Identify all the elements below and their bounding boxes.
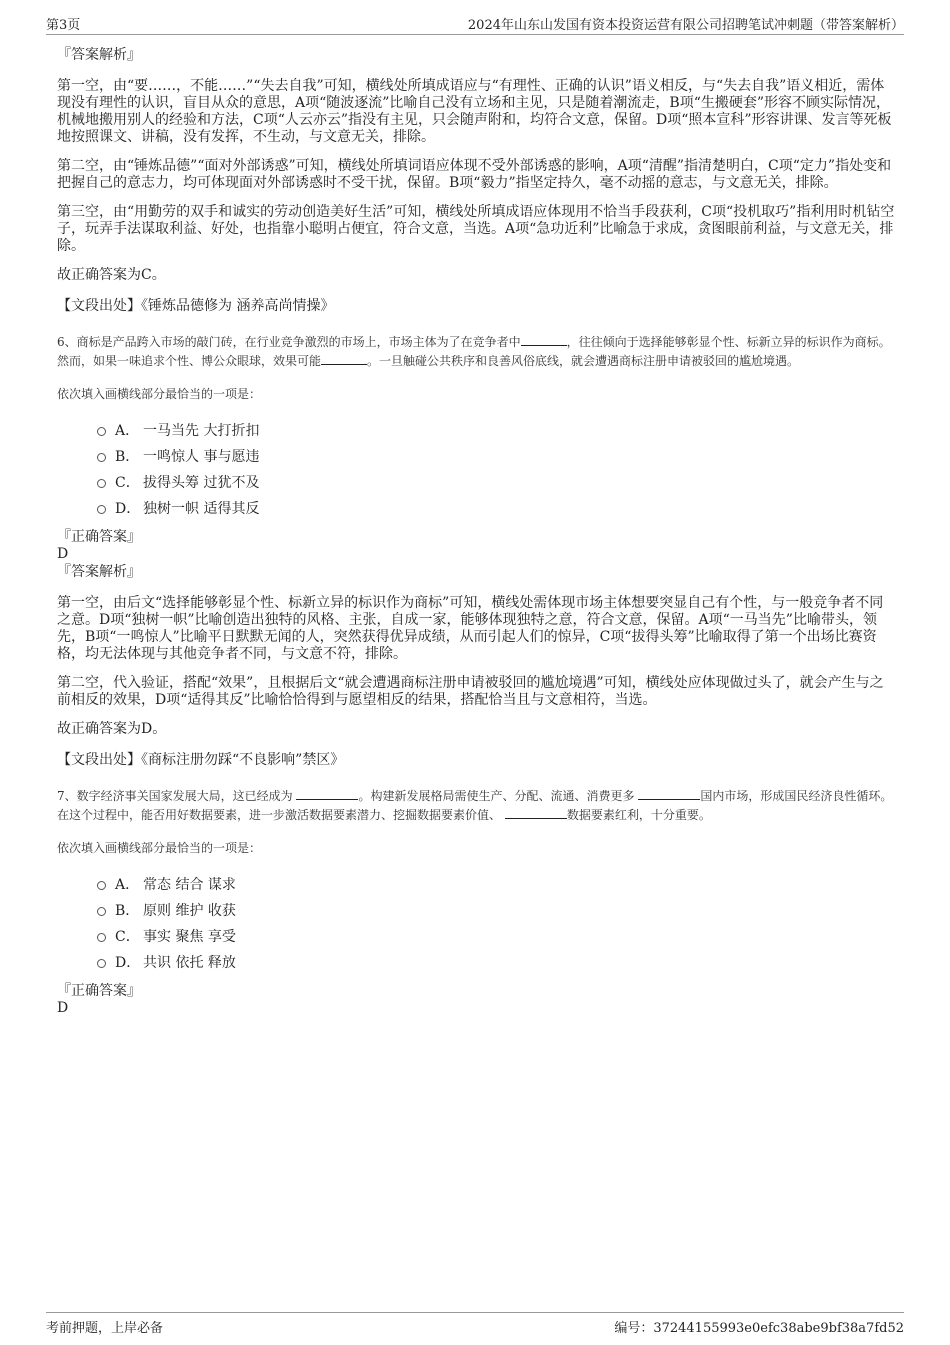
radio-icon[interactable]: [97, 959, 106, 968]
page-number: 第3页: [46, 18, 81, 33]
fill-blank: [505, 806, 567, 819]
text-source: 【文段出处】《商标注册勿踩“不良影响”禁区》: [57, 752, 345, 768]
fill-blank: [638, 787, 700, 800]
option-b[interactable]: [97, 898, 895, 924]
fill-blank: [296, 787, 358, 800]
question-text-part: 数据要素红利，十分重要。: [566, 808, 711, 822]
footer-slogan: 考前押题，上岸必备: [46, 1321, 164, 1336]
question-prompt: 依次填入画横线部分最恰当的一项是：: [57, 841, 262, 855]
fill-blank: [321, 352, 367, 365]
option-letter: B．: [115, 903, 140, 919]
option-text: 事实 聚焦 享受: [143, 929, 236, 945]
page-content: [57, 46, 895, 1017]
correct-answer-label: 『正确答案』: [57, 983, 141, 999]
option-text: 一鸣惊人 事与愿违: [143, 449, 260, 465]
radio-icon[interactable]: [97, 933, 106, 942]
conclusion: 故正确答案为C。: [57, 267, 166, 283]
question-text: [57, 787, 895, 825]
question-text-part: 。构建新发展格局需使生产、分配、流通、消费更多: [358, 789, 635, 803]
option-a[interactable]: [97, 418, 895, 444]
radio-icon[interactable]: [97, 479, 106, 488]
page-header: [46, 12, 904, 35]
option-text: 独树一帜 适得其反: [143, 501, 260, 517]
analysis-paragraph: 第二空，代入验证，搭配“效果”，且根据后文“就会遭遇商标注册申请被驳回的尴尬境遇”可知，横线处应体现做过头了，就会产生与之前相反的效果，D项“适得其反”比喻恰恰得到与愿望相反的结果，搭配恰当且与文意相符，当选。: [57, 675, 884, 708]
q5-analysis: [57, 46, 895, 315]
option-letter: A．: [115, 423, 140, 439]
fill-blank: [521, 333, 567, 346]
option-text: 常态 结合 谋求: [143, 877, 236, 893]
option-letter: C．: [115, 475, 140, 491]
analysis-paragraph: 第三空，由“用勤劳的双手和诚实的劳动创造美好生活”可知，横线处所填成语应体现用不恰当手段获利，C项“投机取巧”指利用时机钻空子，玩弄手法谋取利益、好处，也指靠小聪明占便宜，符合文意，当选。A项“急功近利”比喻急于求成，贪图眼前利益，与文意无关，排除。: [57, 204, 895, 254]
conclusion: 故正确答案为D。: [57, 721, 167, 737]
correct-answer: D: [57, 546, 69, 562]
radio-icon[interactable]: [97, 453, 106, 462]
option-b[interactable]: [97, 444, 895, 470]
option-list: [97, 418, 895, 522]
analysis-paragraph: 第二空，由“锤炼品德”“面对外部诱惑”可知，横线处所填词语应体现不受外部诱惑的影响，A项“清醒”指清楚明白，C项“定力”指处变和把握自己的意志力，均可体现面对外部诱惑时不受干扰，保留。B项“毅力”指坚定持久，毫不动摇的意志，与文意无关，排除。: [57, 158, 892, 191]
option-letter: C．: [115, 929, 140, 945]
radio-icon[interactable]: [97, 427, 106, 436]
answer-analysis-label: 『答案解析』: [57, 564, 141, 580]
option-text: 一马当先 大打折扣: [143, 423, 260, 439]
radio-icon[interactable]: [97, 505, 106, 514]
option-list: [97, 872, 895, 976]
radio-icon[interactable]: [97, 881, 106, 890]
option-letter: D．: [115, 955, 141, 971]
correct-answer-label: 『正确答案』: [57, 529, 141, 545]
option-c[interactable]: [97, 470, 895, 496]
question-text-part: 7、数字经济事关国家发展大局，这已经成为: [57, 789, 293, 803]
option-d[interactable]: [97, 950, 895, 976]
option-c[interactable]: [97, 924, 895, 950]
question-7: [57, 787, 895, 1017]
analysis-paragraph: 第一空，由后文“选择能够彰显个性、标新立异的标识作为商标”可知，横线处需体现市场主体想要突显自己有个性，与一般竞争者不同之意。D项“独树一帜”比喻创造出独特的风格、主张，自成一家，能够体现独特之意，符合文意，保留。A项“一马当先”比喻带头，领先，B项“一鸣惊人”比喻平日默默无闻的人，突然获得优异成绩，从而引起人们的惊异，C项“拔得头筹”比喻取得了第一个出场比赛资格，均无法体现与其他竞争者不同，与文意不符，排除。: [57, 595, 884, 662]
radio-icon[interactable]: [97, 907, 106, 916]
question-prompt: 依次填入画横线部分最恰当的一项是：: [57, 387, 262, 401]
option-d[interactable]: [97, 496, 895, 522]
document-id: 编号：37244155993e0efc38abe9bf38a7fd52: [614, 1321, 904, 1336]
correct-answer: D: [57, 1000, 69, 1016]
page-footer: [46, 1312, 904, 1337]
question-text-part: 6、商标是产品跨入市场的敲门砖，在行业竞争激烈的市场上，市场主体为了在竞争者中: [57, 335, 521, 349]
document-title: 2024年山东山发国有资本投资运营有限公司招聘笔试冲刺题（带答案解析）: [467, 18, 904, 33]
question-text-part: 国内市场，形成国民经济良性循环。在这个过程中，能否用好数据要素，进一步激活数据要素潜力、挖掘数据要素价值、: [57, 789, 893, 822]
question-text-part: 。一旦触碰公共秩序和良善风俗底线，就会遭遇商标注册申请被驳回的尴尬境遇。: [367, 354, 800, 368]
option-a[interactable]: [97, 872, 895, 898]
option-letter: A．: [115, 877, 140, 893]
option-letter: D．: [115, 501, 141, 517]
answer-analysis-label: 『答案解析』: [57, 47, 141, 63]
analysis-paragraph: 第一空，由“要……，不能……”“失去自我”可知，横线处所填成语应与“有理性、正确的认识”语义相反，与“失去自我”语义相近，需体现没有理性的认识，盲目从众的意思，A项“随波逐流”比喻自己没有立场和主见，只是随着潮流走，B项“生搬硬套”形容不顾实际情况，机械地搬用别人的经验和方法，C项“人云亦云”指没有主见，只会随声附和，均符合文意，保留。D项“照本宣科”形容讲课、发言等死板地按照课文、讲稿，没有发挥，不生动，与文意无关，排除。: [57, 78, 892, 145]
option-text: 共识 依托 释放: [143, 955, 236, 971]
option-letter: B．: [115, 449, 140, 465]
question-6: [57, 333, 895, 769]
question-text: [57, 333, 895, 371]
option-text: 原则 维护 收获: [143, 903, 236, 919]
question-text-part: ，往往倾向于选择能够彰显个性、标新立异的标识作为商标。然而，如果一味追求个性、博公众眼球，效果可能: [57, 335, 891, 368]
text-source: 【文段出处】《锤炼品德修为 涵养高尚情操》: [57, 298, 335, 314]
option-text: 拔得头筹 过犹不及: [143, 475, 260, 491]
